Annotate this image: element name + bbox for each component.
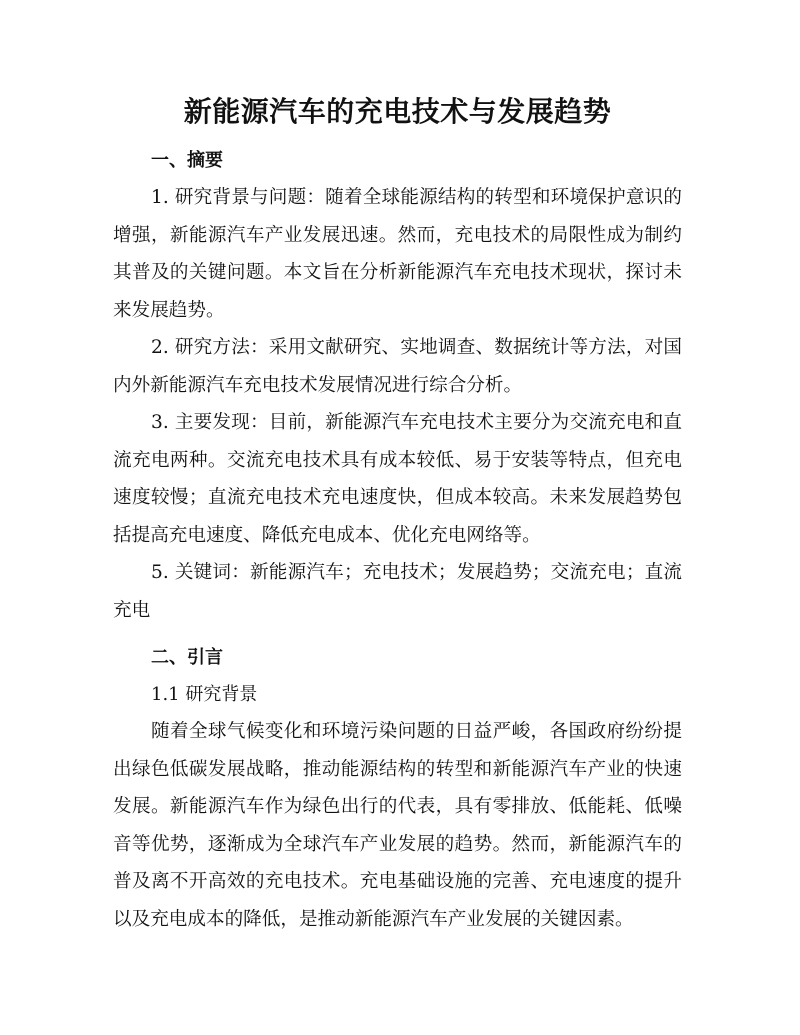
abstract-paragraph-background: 1. 研究背景与问题：随着全球能源结构的转型和环境保护意识的增强，新能源汽车产业发展迅速。然而，充电技术的局限性成为制约其普及的关键问题。本文旨在分析新能源汽车充电技术现状，探讨未来发展趋势。 bbox=[113, 187, 682, 321]
section-heading-abstract: 一、摘要 bbox=[151, 150, 223, 171]
introduction-paragraph: 随着全球气候变化和环境污染问题的日益严峻，各国政府纷纷提出绿色低碳发展战略，推动能源结构的转型和新能源汽车产业的快速发展。新能源汽车作为绿色出行的代表，具有零排放、低能耗、低噪音等优势，逐渐成为全球汽车产业发展的趋势。然而，新能源汽车的普及离不开高效的充电技术。充电基础设施的完善、充电速度的提升以及充电成本的降低，是推动新能源汽车产业发展的关键因素。 bbox=[113, 721, 682, 930]
document-title: 新能源汽车的充电技术与发展趋势 bbox=[183, 95, 612, 128]
subsection-heading-background: 1.1 研究背景 bbox=[151, 684, 258, 705]
section-heading-introduction: 二、引言 bbox=[151, 647, 223, 668]
abstract-paragraph-findings: 3. 主要发现：目前，新能源汽车充电技术主要分为交流充电和直流充电两种。交流充电技术具有成本较低、易于安装等特点，但充电速度较慢；直流充电技术充电速度快，但成本较高。未来发展趋势包括提高充电速度、降低充电成本、优化充电网络等。 bbox=[113, 412, 682, 546]
abstract-paragraph-keywords: 5. 关键词：新能源汽车；充电技术；发展趋势；交流充电；直流充电 bbox=[113, 562, 682, 621]
abstract-paragraph-methods: 2. 研究方法：采用文献研究、实地调查、数据统计等方法，对国内外新能源汽车充电技术发展情况进行综合分析。 bbox=[113, 337, 682, 396]
